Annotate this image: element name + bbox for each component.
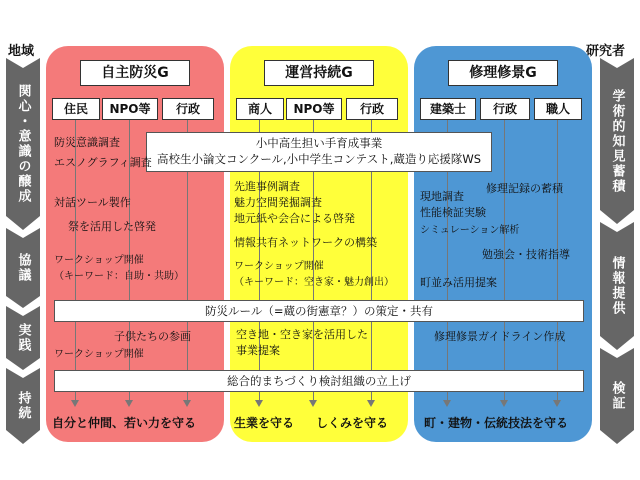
stage-practice-label: 実践	[15, 323, 31, 353]
actor-residents: 住民	[52, 98, 100, 120]
red-item: 子供たちの参画	[114, 330, 191, 343]
yellow-item: 事業提案	[236, 344, 280, 357]
left-arrow-stage-4	[6, 368, 40, 444]
actor-government: 行政	[480, 98, 530, 120]
yellow-item: 情報共有ネットワークの構築	[234, 236, 377, 249]
left-arrow-stage-1	[6, 58, 40, 230]
youth-program-detail: 高校生小論文コンクール,小中学生コンテスト,蔵造り応援隊WS	[156, 152, 482, 166]
right-arrow-stage-3	[600, 348, 634, 444]
disaster-rules-band: 防災ルール（=蔵の街憲章？）の策定・共有	[54, 300, 584, 322]
blue-item: 町並み活用提案	[420, 276, 497, 289]
stage-continuation-label: 持続	[15, 391, 31, 421]
actor-government: 行政	[162, 98, 214, 120]
red-item: ワークショップ開催	[54, 255, 144, 266]
organization-setup-band: 総合的まちづくり検討組織の立上げ	[54, 370, 584, 392]
right-arrow-stage-2	[600, 222, 634, 350]
blue-item: 勉強会・技術指導	[482, 248, 570, 261]
red-item: エスノグラフィ調査	[54, 156, 152, 169]
blue-item: シミュレーション解析	[420, 225, 520, 236]
blue-item: 修理記録の蓄積	[486, 182, 563, 195]
blue-item: 性能検証実験	[420, 206, 486, 219]
stage-discussion-label: 協議	[15, 253, 31, 283]
right-arrow-stage-1	[600, 58, 634, 224]
youth-program-band	[146, 132, 492, 172]
region-label: 地域	[8, 44, 35, 59]
actor-npo: NPO等	[286, 98, 342, 120]
red-item: 対話ツール製作	[54, 196, 131, 209]
blue-item: 修理修景ガイドライン作成	[434, 330, 566, 343]
red-item: 防災意識調査	[54, 136, 120, 149]
group-title-self-defense: 自主防災G	[80, 60, 190, 86]
researcher-label: 研究者	[586, 44, 626, 59]
goal-yellow-livelihood: 生業を守る	[234, 416, 295, 430]
group-title-restoration: 修理修景G	[448, 60, 558, 86]
actor-merchants: 商人	[236, 98, 284, 120]
group-title-operation: 運営持続G	[264, 60, 374, 86]
actor-architects: 建築士	[420, 98, 476, 120]
yellow-item: 魅力空間発掘調査	[234, 196, 322, 209]
left-arrow-stage-2	[6, 228, 40, 308]
info-provision-label: 情報提供	[609, 256, 625, 316]
yellow-item: ワークショップ開催	[234, 261, 324, 272]
yellow-item: （キーワード：空き家・魅力創出）	[234, 277, 394, 288]
actor-craftsmen: 職人	[534, 98, 582, 120]
stage-awareness-label: 関心・意識の醸成	[15, 84, 31, 204]
red-item: 祭を活用した啓発	[68, 220, 156, 233]
verification-label: 検証	[609, 381, 625, 411]
youth-program-title: 小中高生担い手育成事業	[255, 136, 383, 150]
actor-npo: NPO等	[102, 98, 158, 120]
goal-blue: 町・建物・伝統技法を守る	[424, 416, 569, 430]
actor-government: 行政	[346, 98, 398, 120]
yellow-item: 先進事例調査	[234, 180, 300, 193]
red-item: ワークショップ開催	[54, 349, 144, 360]
red-item: （キーワード：自助・共助）	[54, 271, 184, 282]
blue-item: 現地調査	[420, 190, 464, 203]
yellow-item: 空き地・空き家を活用した	[236, 328, 368, 341]
yellow-item: 地元紙や会合による啓発	[234, 212, 355, 225]
knowledge-accumulation-label: 学術的知見蓄積	[609, 88, 625, 194]
left-arrow-stage-3	[6, 306, 40, 370]
goal-yellow-system: しくみを守る	[316, 416, 389, 430]
goal-red: 自分と仲間、若い力を守る	[52, 416, 197, 430]
